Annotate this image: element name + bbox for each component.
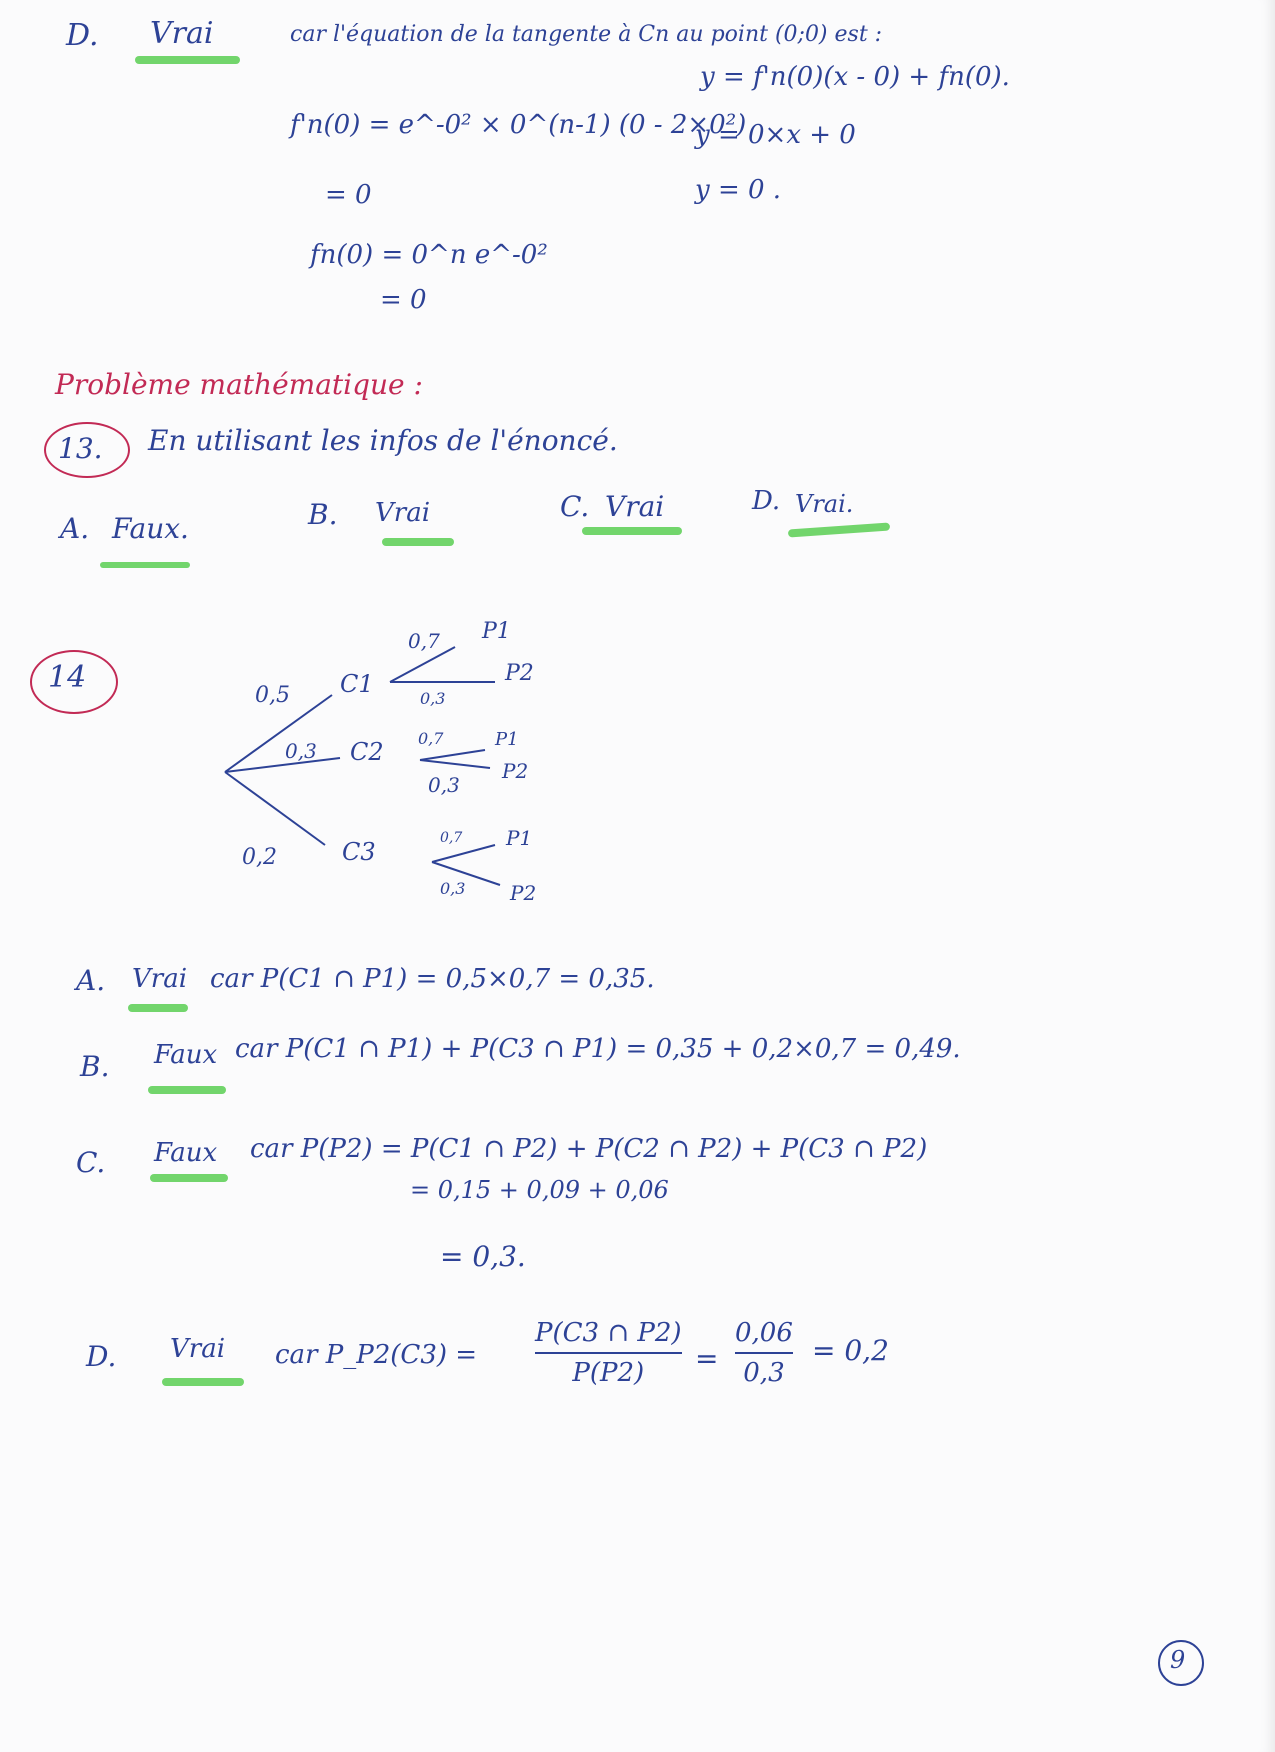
q14-answer-d-text: car P_P2(C3) = bbox=[275, 1340, 478, 1370]
question-14-number: 14 bbox=[48, 660, 87, 695]
tree-branch bbox=[432, 845, 495, 862]
q14-answer-a-letter: A. bbox=[76, 964, 106, 997]
fraction-bar bbox=[535, 1352, 682, 1354]
q14-c-sum-line: = 0,15 + 0,09 + 0,06 bbox=[410, 1176, 669, 1204]
q13-answer-d-verdict: Vrai. bbox=[795, 490, 854, 518]
tree-node-c1: C1 bbox=[340, 670, 374, 698]
probability-tree bbox=[200, 600, 580, 910]
fraction-bar bbox=[735, 1352, 793, 1354]
q13-answer-c-verdict: Vrai bbox=[605, 490, 665, 523]
fraction-numerator: P(C3 ∩ P2) bbox=[535, 1318, 682, 1348]
q14-answer-b-letter: B. bbox=[80, 1050, 110, 1083]
q13-answer-a-letter: A. bbox=[60, 512, 90, 545]
problem-heading: Problème mathématique : bbox=[55, 368, 423, 401]
highlight bbox=[150, 1174, 228, 1182]
highlight bbox=[135, 56, 240, 64]
q14-answer-a-verdict: Vrai bbox=[132, 964, 188, 994]
part-d-verdict: Vrai bbox=[150, 16, 214, 51]
function-line: fn(0) = 0^n e^-0² bbox=[310, 240, 548, 270]
fraction-numerator: 0,06 bbox=[735, 1318, 793, 1348]
q13-answer-a-verdict: Faux. bbox=[112, 512, 189, 545]
tree-prob: 0,3 bbox=[428, 773, 460, 797]
q13-answer-b-letter: B. bbox=[308, 498, 338, 531]
tree-branch bbox=[420, 750, 485, 760]
fraction-values bbox=[735, 1318, 793, 1388]
highlight bbox=[788, 522, 890, 537]
tree-node-p2: P2 bbox=[505, 661, 534, 686]
tree-prob: 0,7 bbox=[440, 830, 463, 846]
tree-node-p1: P1 bbox=[506, 826, 533, 850]
q13-answer-d-letter: D. bbox=[752, 486, 781, 516]
tree-prob: 0,3 bbox=[440, 879, 466, 898]
tree-node-p2: P2 bbox=[510, 881, 537, 905]
q13-answer-b-verdict: Vrai bbox=[375, 498, 431, 528]
tree-prob-c2: 0,3 bbox=[285, 739, 317, 763]
q14-c-result-line: = 0,3. bbox=[440, 1240, 526, 1273]
highlight bbox=[128, 1004, 188, 1012]
tree-prob-c1: 0,5 bbox=[255, 683, 290, 708]
function-result: = 0 bbox=[380, 285, 427, 315]
tree-prob: 0,3 bbox=[420, 689, 446, 708]
q14-answer-d-letter: D. bbox=[86, 1340, 117, 1373]
tree-node-p2: P2 bbox=[502, 759, 529, 783]
tree-prob-c3: 0,2 bbox=[242, 845, 277, 870]
q14-answer-d-verdict: Vrai bbox=[170, 1334, 226, 1364]
highlight bbox=[582, 527, 682, 535]
tree-branch bbox=[225, 772, 325, 845]
d-result: = 0,2 bbox=[812, 1334, 889, 1367]
fraction-denominator: 0,3 bbox=[743, 1358, 785, 1388]
question-13-number: 13. bbox=[58, 432, 103, 465]
fraction-denominator: P(P2) bbox=[572, 1358, 645, 1388]
tree-node-c3: C3 bbox=[342, 838, 376, 866]
q14-answer-c-verdict: Faux bbox=[154, 1138, 218, 1168]
q13-answer-c-letter: C. bbox=[560, 490, 590, 523]
highlight bbox=[148, 1086, 226, 1094]
q14-answer-a-text: car P(C1 ∩ P1) = 0,5×0,7 = 0,35. bbox=[210, 964, 655, 994]
highlight bbox=[382, 538, 454, 546]
equals-sign: = bbox=[695, 1342, 719, 1375]
tree-node-p1: P1 bbox=[482, 619, 511, 644]
tree-branch bbox=[420, 760, 490, 768]
question-13-intro: En utilisant les infos de l'énoncé. bbox=[148, 424, 618, 457]
derivative-line: f'n(0) = e^-0² × 0^(n-1) (0 - 2×0²) bbox=[290, 110, 747, 140]
tangent-line-1: y = f'n(0)(x - 0) + fn(0). bbox=[700, 62, 1010, 92]
tree-prob: 0,7 bbox=[418, 729, 444, 748]
tangent-line-2: y = 0×x + 0 bbox=[695, 120, 856, 150]
q14-answer-b-text: car P(C1 ∩ P1) + P(C3 ∩ P1) = 0,35 + 0,2×0,7 = 0,49. bbox=[235, 1034, 961, 1064]
derivative-result: = 0 bbox=[325, 180, 372, 210]
part-d-label: D. bbox=[66, 18, 99, 53]
tree-node-p1: P1 bbox=[495, 729, 519, 750]
q14-answer-c-letter: C. bbox=[76, 1146, 106, 1179]
part-d-reason: car l'équation de la tangente à Cn au point (0;0) est : bbox=[290, 22, 883, 47]
tree-node-c2: C2 bbox=[350, 738, 384, 766]
tangent-line-3: y = 0 . bbox=[695, 175, 782, 205]
q14-answer-b-verdict: Faux bbox=[154, 1040, 218, 1070]
tree-prob: 0,7 bbox=[408, 629, 440, 653]
highlight bbox=[162, 1378, 244, 1386]
q14-answer-c-text: car P(P2) = P(C1 ∩ P2) + P(C2 ∩ P2) + P(C3 ∩ P2) bbox=[250, 1134, 928, 1164]
fraction-conditional bbox=[535, 1318, 682, 1388]
highlight bbox=[100, 562, 190, 568]
page-number: 9 bbox=[1170, 1646, 1186, 1674]
